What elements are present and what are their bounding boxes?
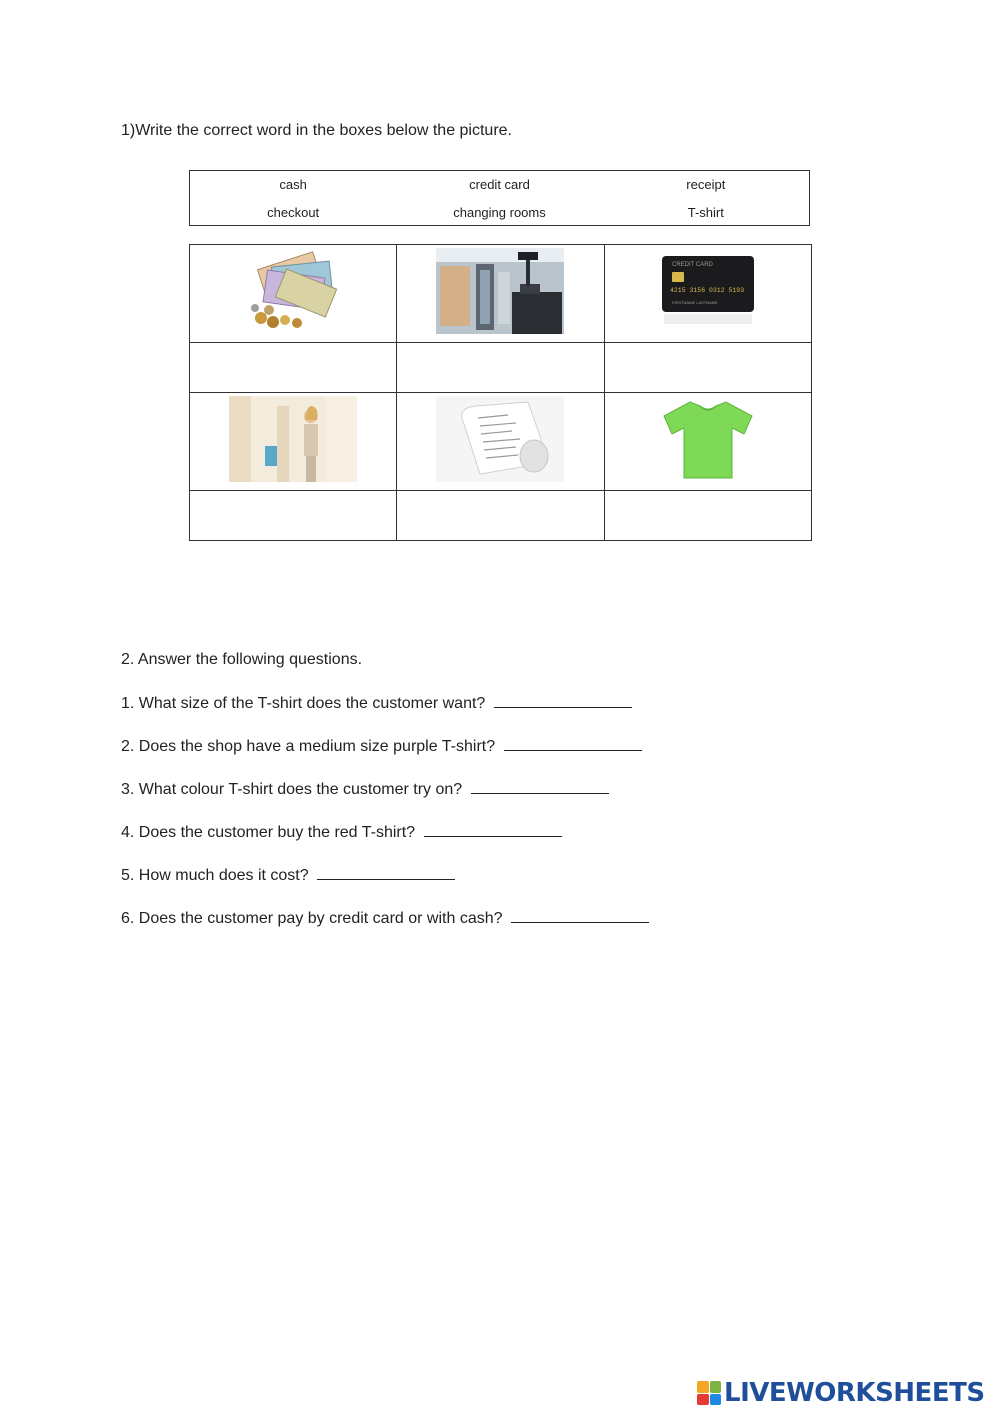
answer-box[interactable] — [397, 490, 604, 540]
answer-input-5[interactable] — [404, 497, 598, 533]
word-bank-item: cash — [279, 177, 307, 192]
answer-box[interactable] — [190, 342, 397, 392]
question-text: 5. How much does it cost? — [121, 867, 309, 884]
liveworksheets-logo — [697, 1376, 985, 1410]
answer-blank[interactable] — [511, 908, 649, 923]
word-bank-item: credit card — [469, 177, 530, 192]
credit-card-picture — [660, 248, 756, 334]
logo-icon-square — [710, 1381, 722, 1393]
logo-text: LIVEWORKSHEETS — [724, 1378, 985, 1408]
changing-rooms-picture — [229, 396, 357, 482]
word-bank — [189, 170, 810, 226]
receipt-picture — [436, 396, 564, 482]
answer-blank[interactable] — [504, 736, 642, 751]
credit-card-label: CREDIT CARD — [671, 261, 713, 268]
answer-blank[interactable] — [494, 693, 632, 708]
question-text: 3. What colour T-shirt does the customer try on? — [121, 781, 463, 798]
question-3 — [121, 779, 649, 822]
exercise-2 — [121, 650, 649, 951]
t-shirt-picture — [660, 396, 756, 482]
logo-icon-square — [697, 1381, 709, 1393]
picture-cell — [397, 392, 604, 490]
answer-blank[interactable] — [317, 865, 455, 880]
answer-input-6[interactable] — [611, 497, 805, 533]
logo-icon — [697, 1381, 721, 1405]
answer-input-4[interactable] — [196, 497, 390, 533]
exercise-2-title: 2. Answer the following questions. — [121, 651, 363, 668]
answer-blank[interactable] — [471, 779, 609, 794]
exercise-1-title: 1)Write the correct word in the boxes below the picture. — [121, 122, 512, 139]
answer-box[interactable] — [190, 490, 397, 540]
answer-box[interactable] — [397, 342, 604, 392]
question-text: 1. What size of the T-shirt does the customer want? — [121, 695, 486, 712]
answer-blank[interactable] — [424, 822, 562, 837]
answer-input-1[interactable] — [196, 349, 390, 385]
logo-icon-square — [697, 1394, 709, 1406]
word-bank-item: receipt — [686, 177, 726, 192]
question-4 — [121, 822, 649, 865]
picture-cell — [604, 392, 811, 490]
picture-cell — [190, 245, 397, 343]
question-5 — [121, 865, 649, 908]
question-text: 2. Does the shop have a medium size purple T-shirt? — [121, 738, 496, 755]
logo-icon-square — [710, 1394, 722, 1406]
answer-box[interactable] — [604, 490, 811, 540]
answer-input-2[interactable] — [404, 349, 598, 385]
question-1 — [121, 693, 649, 736]
question-2 — [121, 736, 649, 779]
answer-input-3[interactable] — [611, 349, 805, 385]
picture-cell — [604, 245, 811, 343]
checkout-picture — [436, 248, 564, 334]
cash-picture — [243, 248, 343, 334]
answer-box[interactable] — [604, 342, 811, 392]
question-text: 6. Does the customer pay by credit card or with cash? — [121, 910, 503, 927]
word-bank-item: changing rooms — [453, 205, 546, 220]
word-bank-item: checkout — [267, 205, 320, 220]
picture-cell — [397, 245, 604, 343]
question-6 — [121, 908, 649, 951]
picture-table — [189, 244, 812, 541]
credit-card-number: 4215 3156 0312 5193 — [669, 286, 744, 294]
word-bank-item: T-shirt — [687, 205, 724, 220]
credit-card-name: FIRSTNAME LASTNAME — [671, 299, 718, 305]
question-text: 4. Does the customer buy the red T-shirt? — [121, 824, 416, 841]
picture-cell — [190, 392, 397, 490]
